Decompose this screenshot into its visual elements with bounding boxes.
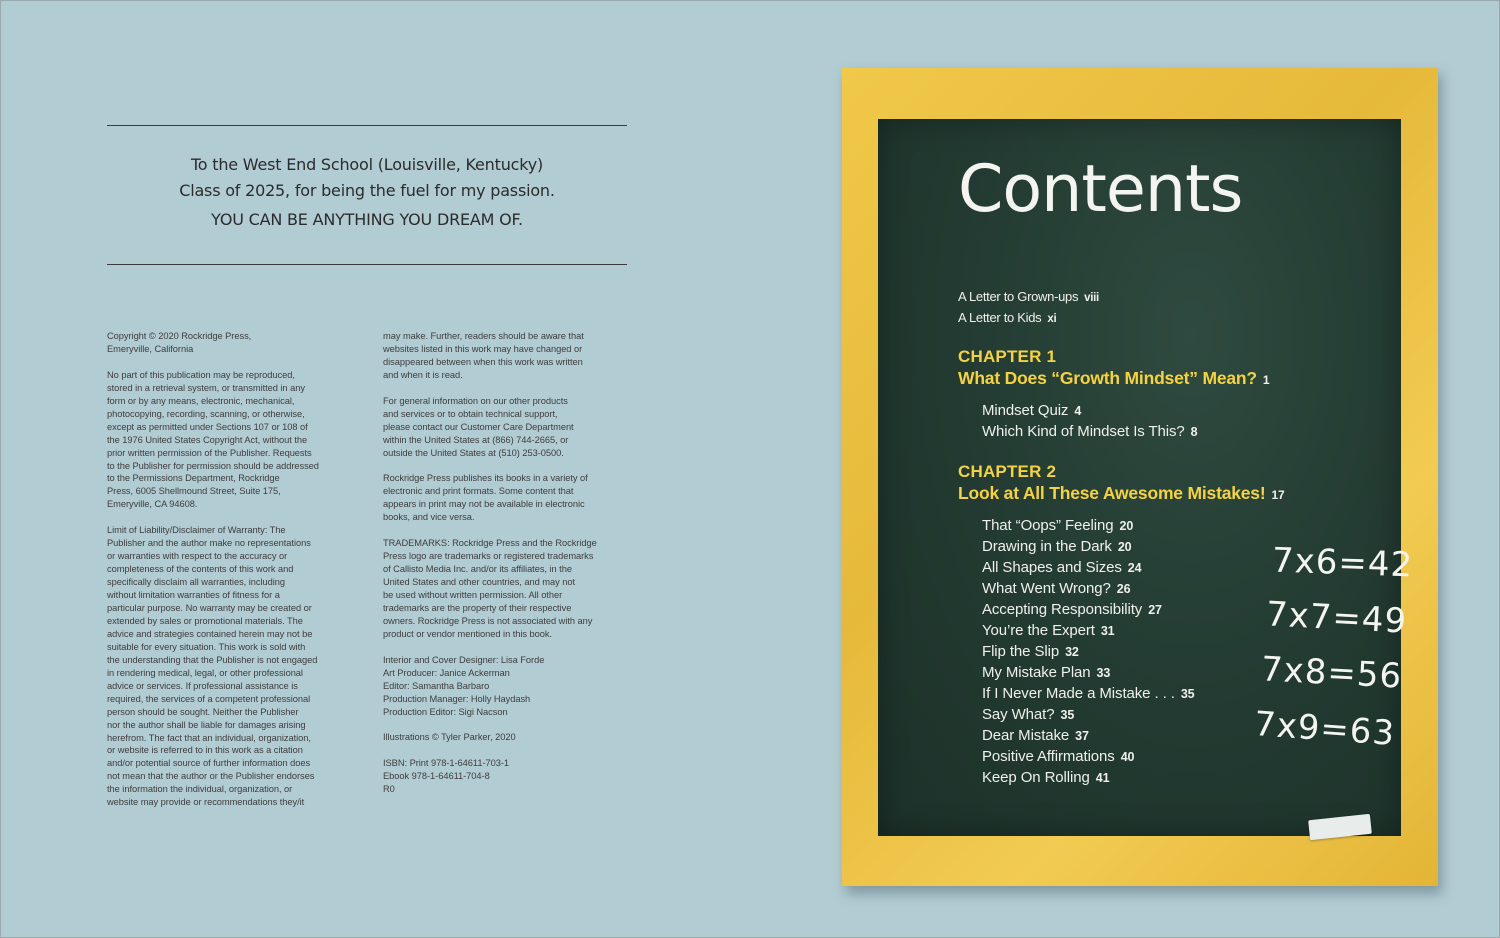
contents-title: Contents: [958, 152, 1243, 227]
toc-page: 33: [1096, 666, 1111, 680]
toc-item[interactable]: [982, 643, 1079, 660]
toc-page: 1: [1262, 373, 1270, 387]
toc-label: Mindset Quiz: [982, 402, 1069, 419]
toc-item[interactable]: [982, 706, 1074, 723]
toc-label: Say What?: [982, 706, 1055, 723]
toc-page: 35: [1180, 687, 1195, 701]
toc-label: Which Kind of Mindset Is This?: [982, 423, 1185, 440]
toc-page: 37: [1075, 729, 1089, 743]
toc-page: 8: [1190, 425, 1198, 439]
toc-page: 32: [1065, 645, 1079, 659]
copyright-paragraph: Interior and Cover Designer: Lisa Forde Art Producer: Janice Ackerman Editor: Samantha Barbaro Production Manager: Holly Haydash Production Editor: Sigi Nacson: [383, 654, 545, 717]
toc-page: 4: [1074, 404, 1082, 418]
dedication-line-3: YOU CAN BE ANYTHING YOU DREAM OF.: [211, 210, 523, 229]
chapter-1-title[interactable]: [958, 368, 1269, 389]
toc-page: 40: [1120, 750, 1135, 764]
toc-label: Positive Affirmations: [982, 748, 1115, 765]
chalk-equation: 7x7=49: [1265, 594, 1409, 642]
toc-page: 35: [1060, 708, 1075, 722]
toc-page: 20: [1119, 519, 1134, 533]
copyright-paragraph: TRADEMARKS: Rockridge Press and the Rockridge Press logo are trademarks or registered trademarks of Callisto Media Inc. and/or its affiliates, in the United States and other countries, and may not be used without written permission. All other trademarks are the property of their respective owners. Rockridge Press is not associated with any product or vendor mentioned in this book.: [383, 538, 597, 639]
chapter-1-number: CHAPTER 1: [958, 347, 1057, 366]
toc-page: 26: [1116, 582, 1131, 596]
top-rule: [107, 125, 627, 126]
toc-label: Keep On Rolling: [982, 769, 1090, 786]
toc-page: xi: [1047, 313, 1057, 325]
copyright-paragraph: ISBN: Print 978-1-64611-703-1 Ebook 978-1-64611-704-8 R0: [383, 758, 510, 795]
chapter-title-text: Look at All These Awesome Mistakes!: [958, 483, 1266, 503]
toc-front-item[interactable]: [958, 289, 1099, 304]
toc-item[interactable]: [982, 685, 1195, 702]
toc-item[interactable]: [982, 517, 1133, 534]
toc-label: You’re the Expert: [982, 622, 1095, 639]
copyright-paragraph: may make. Further, readers should be aware that websites listed in this work may have changed or disappeared between when this work was written and when it is read.: [383, 331, 584, 380]
chapter-2-title[interactable]: [958, 483, 1284, 504]
toc-item[interactable]: [982, 538, 1132, 555]
dedication: [107, 152, 627, 233]
chalk-equation: 7x8=56: [1260, 649, 1404, 697]
toc-front-item[interactable]: [958, 310, 1056, 325]
toc-page: 27: [1148, 603, 1162, 617]
toc-item[interactable]: [982, 601, 1162, 618]
toc-item[interactable]: [982, 559, 1141, 576]
toc-item[interactable]: [982, 580, 1130, 597]
toc-label: Dear Mistake: [982, 727, 1070, 744]
toc-item[interactable]: [982, 769, 1109, 786]
toc-label: All Shapes and Sizes: [982, 559, 1122, 576]
toc-label: That “Oops” Feeling: [982, 517, 1114, 534]
chalk-equation: 7x6=42: [1271, 540, 1414, 586]
chapter-2-number: CHAPTER 2: [958, 462, 1057, 481]
copyright-paragraph: For general information on our other products and services or to obtain technical support, please contact our Customer Care Department within the United States at (866) 744-2665, or outside the United States at (510) 253-0500.: [383, 395, 574, 458]
toc-item[interactable]: [982, 622, 1115, 639]
toc-label: Accepting Responsibility: [982, 601, 1143, 618]
toc-label: Flip the Slip: [982, 643, 1060, 660]
copyright-paragraph: No part of this publication may be reproduced, stored in a retrieval system, or transmitted in any form or by any means, electronic, mechanical, photocopying, recording, scanning, or otherwise, except as permitted under Sections 107 or 108 of the 1976 United States Copyright Act, without the prior written permission of the Publisher. Requests to the Publisher for permission should be addressed to the Permissions Department, Rockridge Press, 6005 Shellmound Street, Suite 175, Emeryville, CA 94608.: [107, 369, 319, 510]
toc-item[interactable]: [982, 664, 1110, 681]
copyright-paragraph: Limit of Liability/Disclaimer of Warranty: The Publisher and the author make no representations or warranties with respect to the accuracy or completeness of the contents of this work and specifically disclaim all warranties, including without limitation warranties of fitness for a particular purpose. No warranty may be created or extended by sales or promotional materials. The advice and strategies contained herein may not be suitable for every situation. This work is sold with the understanding that the Publisher is not engaged in rendering medical, legal, or other professional advice or services. If professional assistance is required, the services of a competent professional person should be sought. Neither the Publisher nor the author shall be liable for damages arising herefrom. The fact that an individual, organization, or website is referred to in this work as a citation and/or potential source of further information does not mean that the author or the Publisher endorses the information the individual, organization, or website may provide or recommendations they/it: [107, 525, 318, 808]
toc-page: 24: [1127, 561, 1142, 575]
toc-label: What Went Wrong?: [982, 580, 1111, 597]
toc-page: 31: [1100, 624, 1115, 638]
copyright-paragraph: Illustrations © Tyler Parker, 2020: [383, 732, 516, 743]
toc-label: A Letter to Kids: [958, 310, 1042, 325]
copyright-column-1: [107, 330, 355, 822]
dedication-line-1: To the West End School (Louisville, Kentucky): [190, 155, 544, 174]
toc-item[interactable]: [982, 748, 1134, 765]
copyright-paragraph: Copyright © 2020 Rockridge Press, Emeryville, California: [107, 331, 252, 354]
toc-page: 20: [1117, 540, 1132, 554]
toc-item[interactable]: [982, 423, 1198, 440]
toc-page: viii: [1084, 292, 1099, 304]
toc-page: 17: [1271, 488, 1285, 502]
chapter-title-text: What Does “Growth Mindset” Mean?: [958, 368, 1257, 388]
copyright-paragraph: Rockridge Press publishes its books in a variety of electronic and print formats. Some content that appears in print may not be available in electronic books, and vice versa.: [383, 473, 588, 523]
toc-item[interactable]: [982, 727, 1089, 744]
toc-label: Drawing in the Dark: [982, 538, 1112, 555]
toc-item[interactable]: [982, 402, 1081, 419]
toc-label: My Mistake Plan: [982, 664, 1091, 681]
toc-label: A Letter to Grown-ups: [958, 289, 1079, 304]
copyright-column-2: [383, 330, 631, 809]
chalk-equation: 7x9=63: [1252, 704, 1397, 754]
toc-label: If I Never Made a Mistake . . .: [982, 685, 1175, 702]
dedication-line-2: Class of 2025, for being the fuel for my passion.: [179, 181, 555, 200]
toc-page: 41: [1095, 771, 1110, 785]
bottom-rule: [107, 264, 627, 265]
